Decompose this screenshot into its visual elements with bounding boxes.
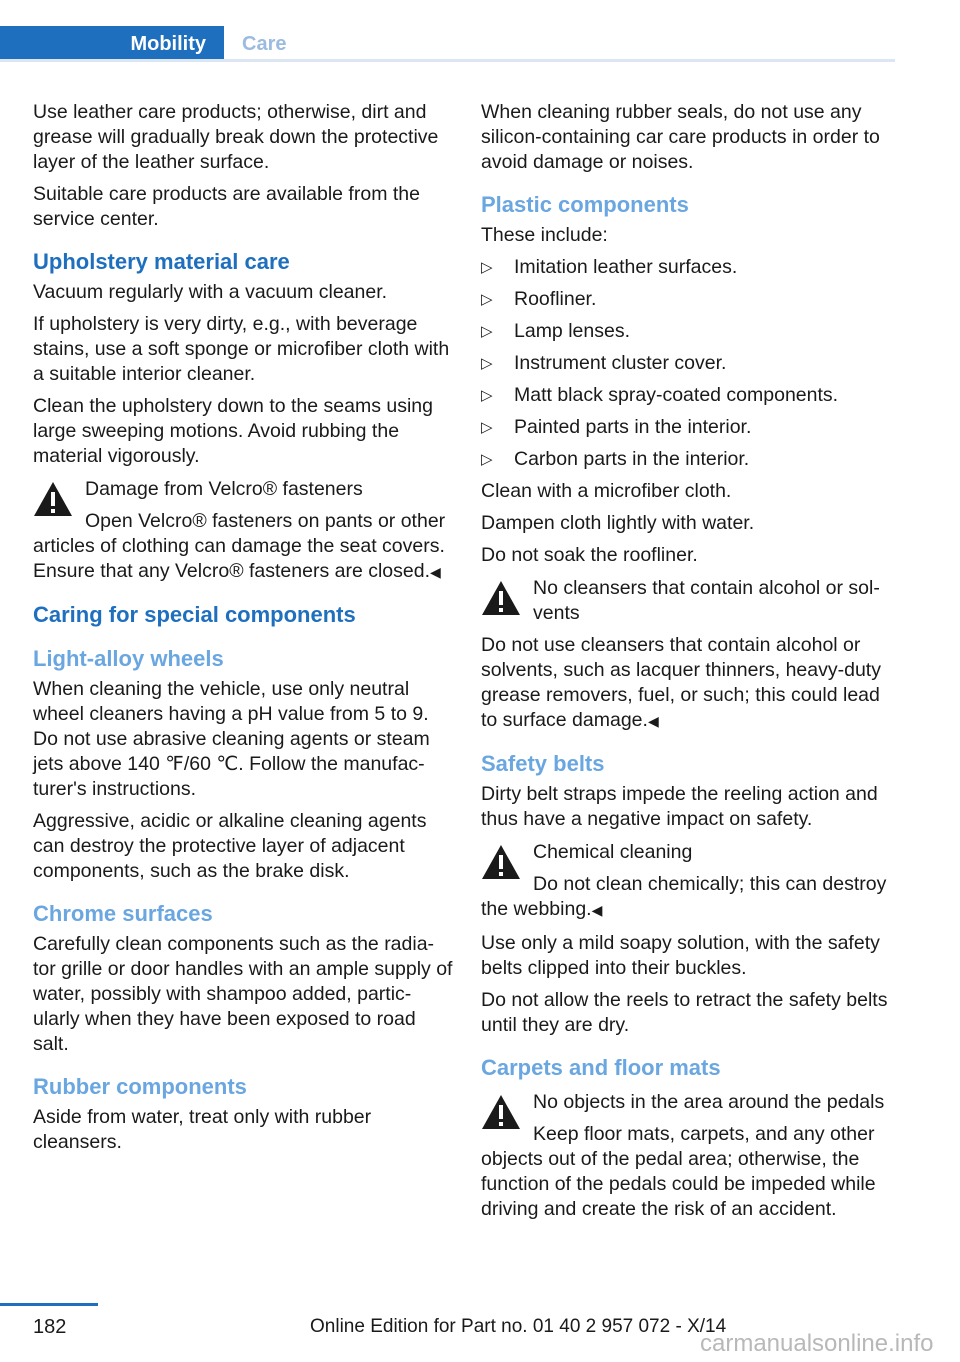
paragraph: Do not soak the roofliner. bbox=[481, 544, 698, 566]
warning-triangle-icon bbox=[481, 844, 521, 880]
page-number: 182 bbox=[33, 1316, 67, 1338]
warning-pedals bbox=[481, 1090, 901, 1222]
list-item: ▷ Carbon parts in the interior. bbox=[481, 447, 901, 472]
warning-text: Do not use cleansers that contain alcohol or solvents, such as lacquer thinners, heavy-duty grease removers, fuel, or such; this could lead to surface damage. bbox=[481, 634, 881, 731]
paragraph: Use leather care products; otherwise, dirt and grease will gradually break down the protective layer of the leather surface. bbox=[33, 101, 439, 173]
paragraph: If upholstery is very dirty, e.g., with beverage stains, use a soft sponge or microfiber cloth with a suitable interior cleaner. bbox=[33, 313, 450, 385]
paragraph: Dirty belt straps impede the reeling action and thus have a negative impact on safety. bbox=[481, 783, 878, 830]
paragraph: Clean with a microfiber cloth. bbox=[481, 480, 732, 502]
warning-chemical bbox=[481, 840, 901, 923]
paragraph: When cleaning the vehicle, use only neutral wheel cleaners having a pH value from 5 to 9. Do not use abrasive cleaning agents or steam jets above 140 ℉/60 ℃. Follow the manufac‐turer's instructions. bbox=[33, 678, 430, 800]
warning-text: Do not clean chemically; this can destroy the webbing. bbox=[481, 873, 887, 920]
warning-triangle-icon bbox=[481, 580, 521, 616]
list-item: ▷ Lamp lenses. bbox=[481, 319, 901, 344]
warning-title: No cleansers that contain alcohol or sol‐vents bbox=[533, 577, 880, 624]
list-item: ▷ Matt black spray-coated components. bbox=[481, 383, 901, 408]
edition-footer: Online Edition for Part no. 01 40 2 957 072 - X/14 bbox=[310, 1316, 727, 1337]
heading-rubber-components: Rubber components bbox=[33, 1074, 247, 1099]
page-number-rule bbox=[0, 1303, 98, 1306]
paragraph: Dampen cloth lightly with water. bbox=[481, 512, 755, 534]
warning-text: Open Velcro® fasteners on pants or other articles of clothing can damage the seat covers. Ensure that any Velcro® fasteners are closed. bbox=[33, 510, 446, 582]
end-marker: ◀ bbox=[430, 564, 441, 580]
left-column bbox=[33, 100, 453, 1162]
heading-upholstery: Upholstery material care bbox=[33, 249, 290, 274]
watermark: carmanualsonline.info bbox=[700, 1330, 934, 1357]
warning-title: Damage from Velcro® fasteners bbox=[85, 478, 363, 500]
list-item: ▷ Roofliner. bbox=[481, 287, 901, 312]
warning-cleansers bbox=[481, 576, 901, 734]
end-marker: ◀ bbox=[591, 902, 603, 918]
paragraph: Use only a mild soapy solution, with the safety belts clipped into their buckles. bbox=[481, 932, 880, 979]
page-header bbox=[0, 26, 895, 62]
plastic-components-list bbox=[481, 255, 901, 472]
paragraph: Do not allow the reels to retract the safety belts until they are dry. bbox=[481, 989, 888, 1036]
paragraph: These include: bbox=[481, 224, 608, 246]
warning-triangle-icon bbox=[33, 481, 73, 517]
paragraph: Suitable care products are available from the service center. bbox=[33, 183, 420, 230]
right-column bbox=[481, 100, 901, 1230]
list-item: ▷ Instrument cluster cover. bbox=[481, 351, 901, 376]
tab-mobility: Mobility bbox=[0, 26, 224, 62]
header-rule bbox=[0, 59, 895, 62]
list-item: ▷ Imitation leather surfaces. bbox=[481, 255, 901, 280]
paragraph: Aside from water, treat only with rubber cleansers. bbox=[33, 1106, 372, 1153]
tab-care: Care bbox=[242, 32, 287, 55]
heading-carpets-floor-mats: Carpets and floor mats bbox=[481, 1055, 721, 1080]
warning-text: Keep floor mats, carpets, and any other objects out of the pedal area; otherwise, the function of the pedals could be impeded while driving and create the risk of an accident. bbox=[481, 1123, 876, 1220]
warning-triangle-icon bbox=[481, 1094, 521, 1130]
paragraph: Aggressive, acidic or alkaline cleaning agents can destroy the protective layer of adjacent components, such as the brake disk. bbox=[33, 810, 427, 882]
warning-title: No objects in the area around the pedals bbox=[533, 1091, 885, 1113]
heading-chrome-surfaces: Chrome surfaces bbox=[33, 901, 213, 926]
paragraph: Carefully clean components such as the radia‐tor grille or door handles with an ample supply of water, possibly with shampoo added, partic‐ularly when they have been exposed to road salt. bbox=[33, 933, 453, 1055]
warning-title: Chemical cleaning bbox=[533, 841, 693, 863]
warning-velcro bbox=[33, 477, 453, 585]
heading-light-alloy-wheels: Light-alloy wheels bbox=[33, 646, 224, 671]
heading-safety-belts: Safety belts bbox=[481, 751, 605, 776]
paragraph: When cleaning rubber seals, do not use any silicon-containing car care products in order to avoid damage or noises. bbox=[481, 101, 880, 173]
paragraph: Vacuum regularly with a vacuum cleaner. bbox=[33, 281, 388, 303]
paragraph: Clean the upholstery down to the seams using large sweeping motions. Avoid rubbing the material vigorously. bbox=[33, 395, 433, 467]
heading-plastic-components: Plastic components bbox=[481, 192, 689, 217]
heading-special-components: Caring for special components bbox=[33, 602, 356, 627]
end-marker: ◀ bbox=[647, 713, 659, 729]
list-item: ▷ Painted parts in the interior. bbox=[481, 415, 901, 440]
